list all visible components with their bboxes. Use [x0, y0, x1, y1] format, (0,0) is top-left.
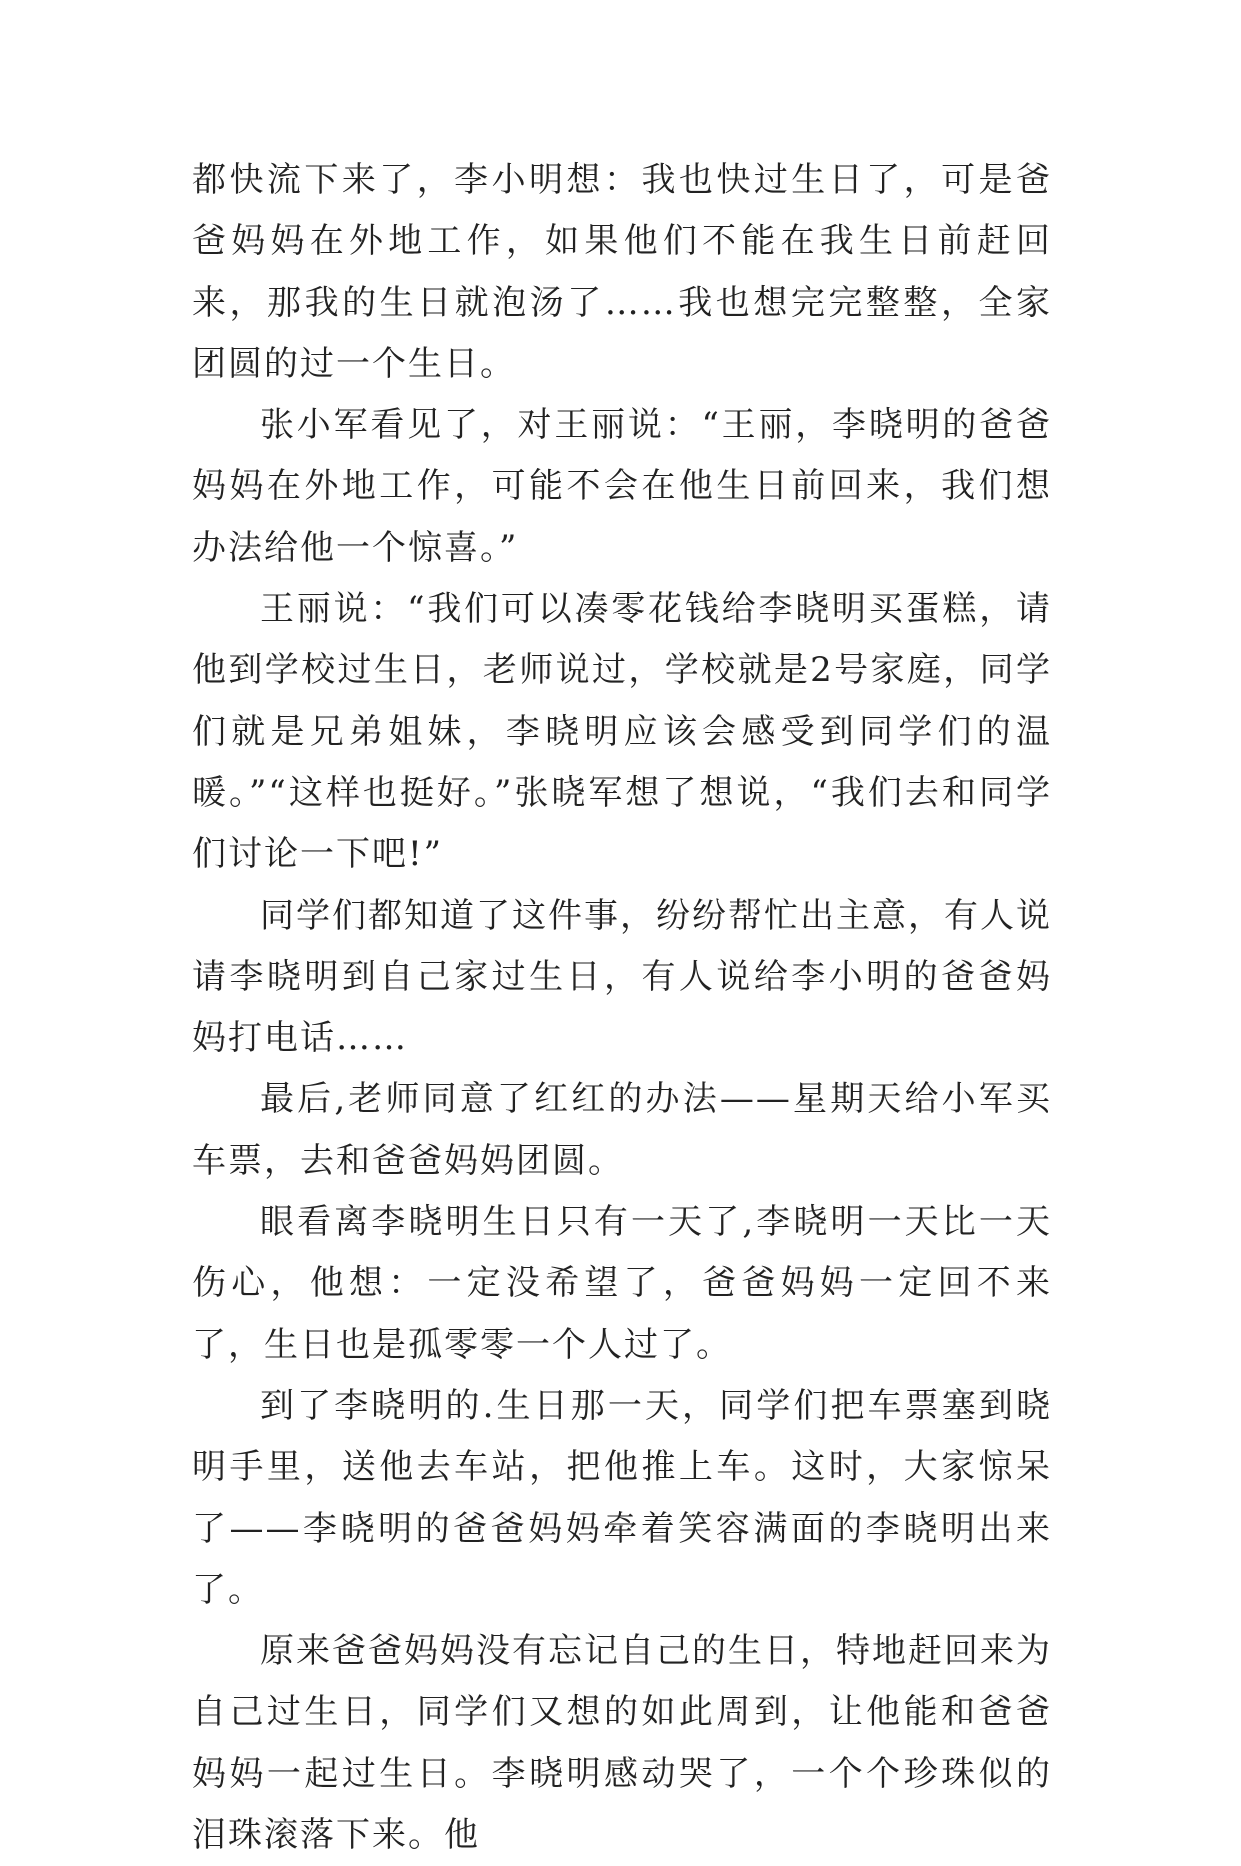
paragraph-continuation: 都快流下来了，李小明想：我也快过生日了，可是爸爸妈妈在外地工作，如果他们不能在我生日前赶回来，那我的生日就泡汤了……我也想完完整整，全家团圆的过一个生日。 — [192, 160, 1052, 384]
document-body — [192, 150, 1052, 1866]
paragraph-birthday-day: 到了李晓明的.生日那一天，同学们把车票塞到晓明手里，送他去车站，把他推上车。这时，大家惊呆了——李晓明的爸爸妈妈牵着笑容满面的李晓明出来了。 — [192, 1385, 1052, 1610]
paragraph-teacher-decision: 最后,老师同意了红红的办法——星期天给小军买车票，去和爸爸妈妈团圆。 — [192, 1079, 1052, 1181]
paragraph-zhang-xiaojun: 张小军看见了，对王丽说：“王丽，李晓明的爸爸妈妈在外地工作，可能不会在他生日前回来，我们想办法给他一个惊喜。” — [192, 405, 1052, 568]
paragraph-parents-return: 原来爸爸妈妈没有忘记自己的生日，特地赶回来为自己过生日，同学们又想的如此周到，让他能和爸爸妈妈一起过生日。李晓明感动哭了，一个个珍珠似的泪珠滚落下来。他 — [192, 1631, 1052, 1856]
paragraph-classmates-ideas: 同学们都知道了这件事，纷纷帮忙出主意，有人说请李晓明到自己家过生日，有人说给李小明的爸爸妈妈打电话…… — [192, 895, 1052, 1059]
paragraph-birthday-eve: 眼看离李晓明生日只有一天了,李晓明一天比一天伤心，他想：一定没希望了，爸爸妈妈一定回不来了，生日也是孤零零一个人过了。 — [192, 1202, 1052, 1365]
paragraph-wang-li: 王丽说：“我们可以凑零花钱给李晓明买蛋糕，请他到学校过生日，老师说过，学校就是2号家庭，同学们就是兄弟姐妹，李晓明应该会感受到同学们的温暖。”“这样也挺好。”张晓军想了想说，“我们去和同学们讨论一下吧!” — [192, 589, 1052, 875]
